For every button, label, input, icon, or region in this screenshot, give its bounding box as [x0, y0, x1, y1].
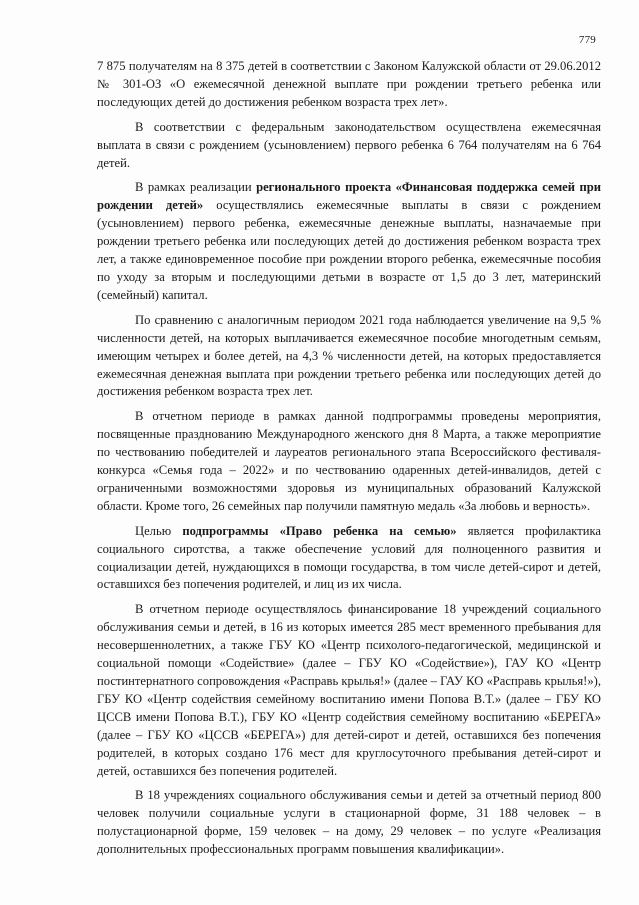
paragraph-text: В 18 учреждениях социального обслуживания семьи и детей за отчетный период 800 человек получили социальные услуги в стационарной форме, 31 188 человек – в полустационарной форме, 159 человек – на дому, 29 человек – по услуге «Реализация дополнительных профессиональных программ повышения квалификации». — [97, 788, 601, 857]
paragraph-text: В отчетном периоде в рамках данной подпрограммы проведены мероприятия, посвященные празднованию Международного женского дня 8 Марта, а также мероприятие по чествованию победителей и лауреатов регионального этапа Всероссийского фестиваля-конкурса «Семья года – 2022» и по чествованию одаренных детей-инвалидов, детей с ограниченными возможностями здоровья из муниципальных образований Калужской области. Кроме того, 26 семейных пар получили памятную медаль «За любовь и верность». — [97, 409, 601, 513]
paragraph — [97, 58, 601, 112]
paragraph-text: В рамках реализации — [135, 180, 257, 195]
paragraph — [97, 179, 601, 304]
document-body — [97, 58, 601, 866]
paragraph — [97, 523, 601, 595]
subprogram-name-bold: подпрограммы «Право ребенка на семью» — [182, 523, 457, 538]
paragraph — [97, 312, 601, 402]
paragraph-text: является профилактика социального сиротства, а также обеспечение условий для полноценного развития и социализации детей, нуждающихся в помощи государства, в том числе детей-сирот и детей, оставшихся без попечения родителей, и лиц из их числа. — [97, 523, 602, 592]
paragraph-text: Целью — [135, 523, 183, 538]
page-number: 779 — [578, 34, 596, 46]
paragraph-text: 7 875 получателям на 8 375 детей в соответствии с Законом Калужской области от 29.06.2012 № 301-ОЗ «О ежемесячной денежной выплате при рождении третьего ребенка или последующих детей до достижения ребенком возраста трех лет». — [97, 59, 601, 109]
paragraph-text: По сравнению с аналогичным периодом 2021 года наблюдается увеличение на 9,5 % численности детей, на которых выплачивается ежемесячное пособие многодетным семьям, имеющим четырех и более детей, на 4,3 % численности детей, на которых предоставляется ежемесячная денежная выплата при рождении третьего ребенка или последующих детей до достижения ребенком возраста трех лет. — [97, 312, 601, 399]
paragraph — [97, 601, 601, 780]
paragraph — [97, 787, 601, 859]
paragraph-text: В соответствии с федеральным законодательством осуществлена ежемесячная выплата в связи с рождением (усыновлением) первого ребенка 6 764 получателям на 6 764 детей. — [97, 119, 601, 170]
project-name-bold: регионального проекта «Финансовая поддержка семей при рождении детей» — [97, 180, 601, 213]
paragraph-text: В отчетном периоде осуществлялось финансирование 18 учреждений социального обслуживания семьи и детей, в 16 из которых имеется 285 мест временного пребывания для несовершеннолетних, а также ГБУ КО «Центр психолого-педагогической, медицинской и социальной помощи «Содействие» (далее – ГБУ КО «Содействие»), ГАУ КО «Центр постинтернатного сопровождения «Расправь крылья!» (далее – ГАУ КО «Расправь крылья!»), ГБУ КО «Центр содействия семейному воспитанию имени Попова В.Т.» (далее – ГБУ КО ЦССВ имени Попова В.Т.), ГБУ КО «Центр содействия семейному воспитанию «БЕРЕГА» (далее – ГБУ КО «ЦССВ «БЕРЕГА») для детей-сирот и детей, оставшихся без попечения родителей, в которых создано 176 мест для круглосуточного пребывания детей-сирот и детей, оставшихся без попечения родителей. — [97, 602, 601, 778]
paragraph — [97, 408, 601, 515]
paragraph-text: осуществлялись ежемесячные выплаты в связи с рождением (усыновлением) первого ребенка, ежемесячные денежные выплаты, назначаемые при рождении третьего ребенка или последующих детей до достижения ребенком возраста трех лет, а также единовременное пособие при рождении второго ребенка, ежемесячные пособия по уходу за вторым и последующими детьми в возрасте от 1,5 до 3 лет, материнский (семейный) капитал. — [97, 198, 601, 302]
paragraph — [97, 119, 601, 173]
